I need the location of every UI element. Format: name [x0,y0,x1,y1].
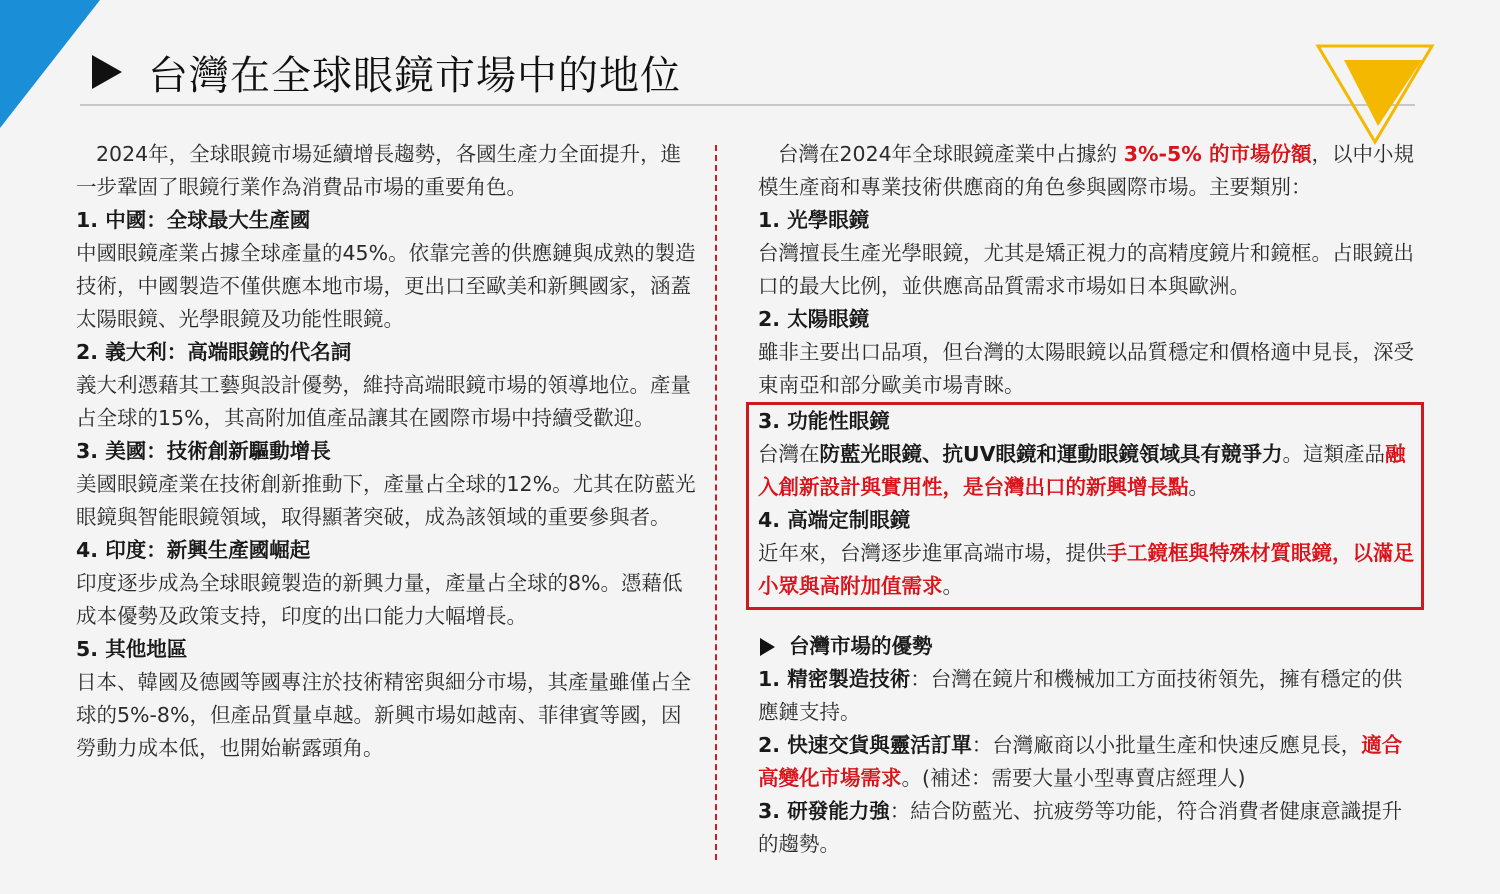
right-column [758,138,1420,861]
corner-accent-triangle [0,0,100,128]
functional-bold-text: 防藍光眼鏡、抗UV眼鏡和運動眼鏡領域具有競爭力 [819,442,1283,466]
advantage-1-label: 1. 精密製造技術 [758,667,911,691]
section-heading-india: 4. 印度：新興生產國崛起 [76,538,311,562]
triangle-logo-icon [1310,38,1440,148]
category-heading-custom: 4. 高端定制眼鏡 [758,508,911,532]
highlight-box [746,402,1424,610]
section-body-italy: 義大利憑藉其工藝與設計優勢，維持高端眼鏡市場的領導地位。產量占全球的15%，其高附加值產品讓其在國際市場中持續受歡迎。 [76,373,691,430]
custom-text: 近年來，台灣逐步進軍高端市場，提供 [758,541,1107,565]
right-intro [758,138,1420,204]
functional-text-end: 。 [1188,475,1209,499]
title-arrow-icon [92,55,122,89]
section-body-china: 中國眼鏡產業占據全球產量的45%。依靠完善的供應鏈與成熟的製造技術，中國製造不僅供應本地市場，更出口至歐美和新興國家，涵蓋太陽眼鏡、光學眼鏡及功能性眼鏡。 [76,241,696,331]
left-intro: 2024年，全球眼鏡市場延續增長趨勢，各國生產力全面提升，進一步鞏固了眼鏡行業作為消費品市場的重要角色。 [76,142,682,199]
functional-red-text: 融入創新設計與實用性，是台灣出口的新興增長點 [758,442,1406,499]
section-body-others: 日本、韓國及德國等國專注於技術精密與細分市場，其產量雖僅占全球的5%-8%，但產品質量卓越。新興市場如越南、菲律賓等國，因勞動力成本低，也開始嶄露頭角。 [76,670,691,760]
advantage-2-text-end: 。(補述：需要大量小型專賣店經理人) [901,766,1246,790]
title-underline [80,104,1415,106]
advantages-title: 台灣市場的優勢 [789,634,933,658]
category-heading-sunglasses: 2. 太陽眼鏡 [758,307,870,331]
category-body-custom [758,537,1421,603]
category-heading-optical: 1. 光學眼鏡 [758,208,870,232]
custom-red-text: 手工鏡框與特殊材質眼鏡，以滿足小眾與高附加值需求 [758,541,1414,598]
functional-text: 台灣在 [758,442,820,466]
advantages-heading [758,630,1420,663]
advantage-2-label: 2. 快速交貨與靈活訂單 [758,733,972,757]
section-heading-italy: 2. 義大利：高端眼鏡的代名詞 [76,340,352,364]
title-row [92,42,681,102]
section-body-usa: 美國眼鏡產業在技術創新推動下，產量占全球的12%。尤其在防藍光眼鏡與智能眼鏡領域，取得顯著突破，成為該領域的重要參與者。 [76,472,696,529]
advantage-item-1 [758,663,1420,729]
market-share-highlight: 3%-5% 的市場份額 [1123,142,1312,166]
column-divider [715,145,717,860]
category-body-optical: 台灣擅長生產光學眼鏡，尤其是矯正視力的高精度鏡片和鏡框。占眼鏡出口的最大比例，並供應高品質需求市場如日本與歐洲。 [758,241,1414,298]
advantage-3-text: ：結合防藍光、抗疲勞等功能，符合消費者健康意識提升的趨勢。 [758,799,1403,856]
advantage-item-3 [758,795,1420,861]
page-title: 台灣在全球眼鏡市場中的地位 [148,52,681,99]
category-body-functional [758,438,1421,504]
section-heading-others: 5. 其他地區 [76,637,188,661]
advantage-2-text: ：台灣廠商以小批量生產和快速反應見長， [971,733,1362,757]
advantage-2-red-text: 適合高變化市場需求 [758,733,1403,790]
functional-text-mid: 。這類產品 [1282,442,1386,466]
category-heading-functional: 3. 功能性眼鏡 [758,409,890,433]
right-intro-text: 台灣在2024年全球眼鏡產業中占據約 [778,142,1124,166]
category-body-sunglasses: 雖非主要出口品項，但台灣的太陽眼鏡以品質穩定和價格適中見長，深受東南亞和部分歐美市場青睞。 [758,340,1414,397]
section-heading-usa: 3. 美國：技術創新驅動增長 [76,439,331,463]
advantages-arrow-icon [760,638,775,656]
advantage-item-2 [758,729,1420,795]
section-heading-china: 1. 中國：全球最大生產國 [76,208,311,232]
right-intro-text-end: ，以中小規模生產商和專業技術供應商的角色參與國際市場。主要類別： [758,142,1414,199]
advantage-1-text: ：台灣在鏡片和機械加工方面技術領先，擁有穩定的供應鏈支持。 [758,667,1403,724]
custom-text-end: 。 [942,574,963,598]
section-body-india: 印度逐步成為全球眼鏡製造的新興力量，產量占全球的8%。憑藉低成本優勢及政策支持，印度的出口能力大幅增長。 [76,571,683,628]
left-column [76,138,696,765]
advantage-3-label: 3. 研發能力強 [758,799,890,823]
